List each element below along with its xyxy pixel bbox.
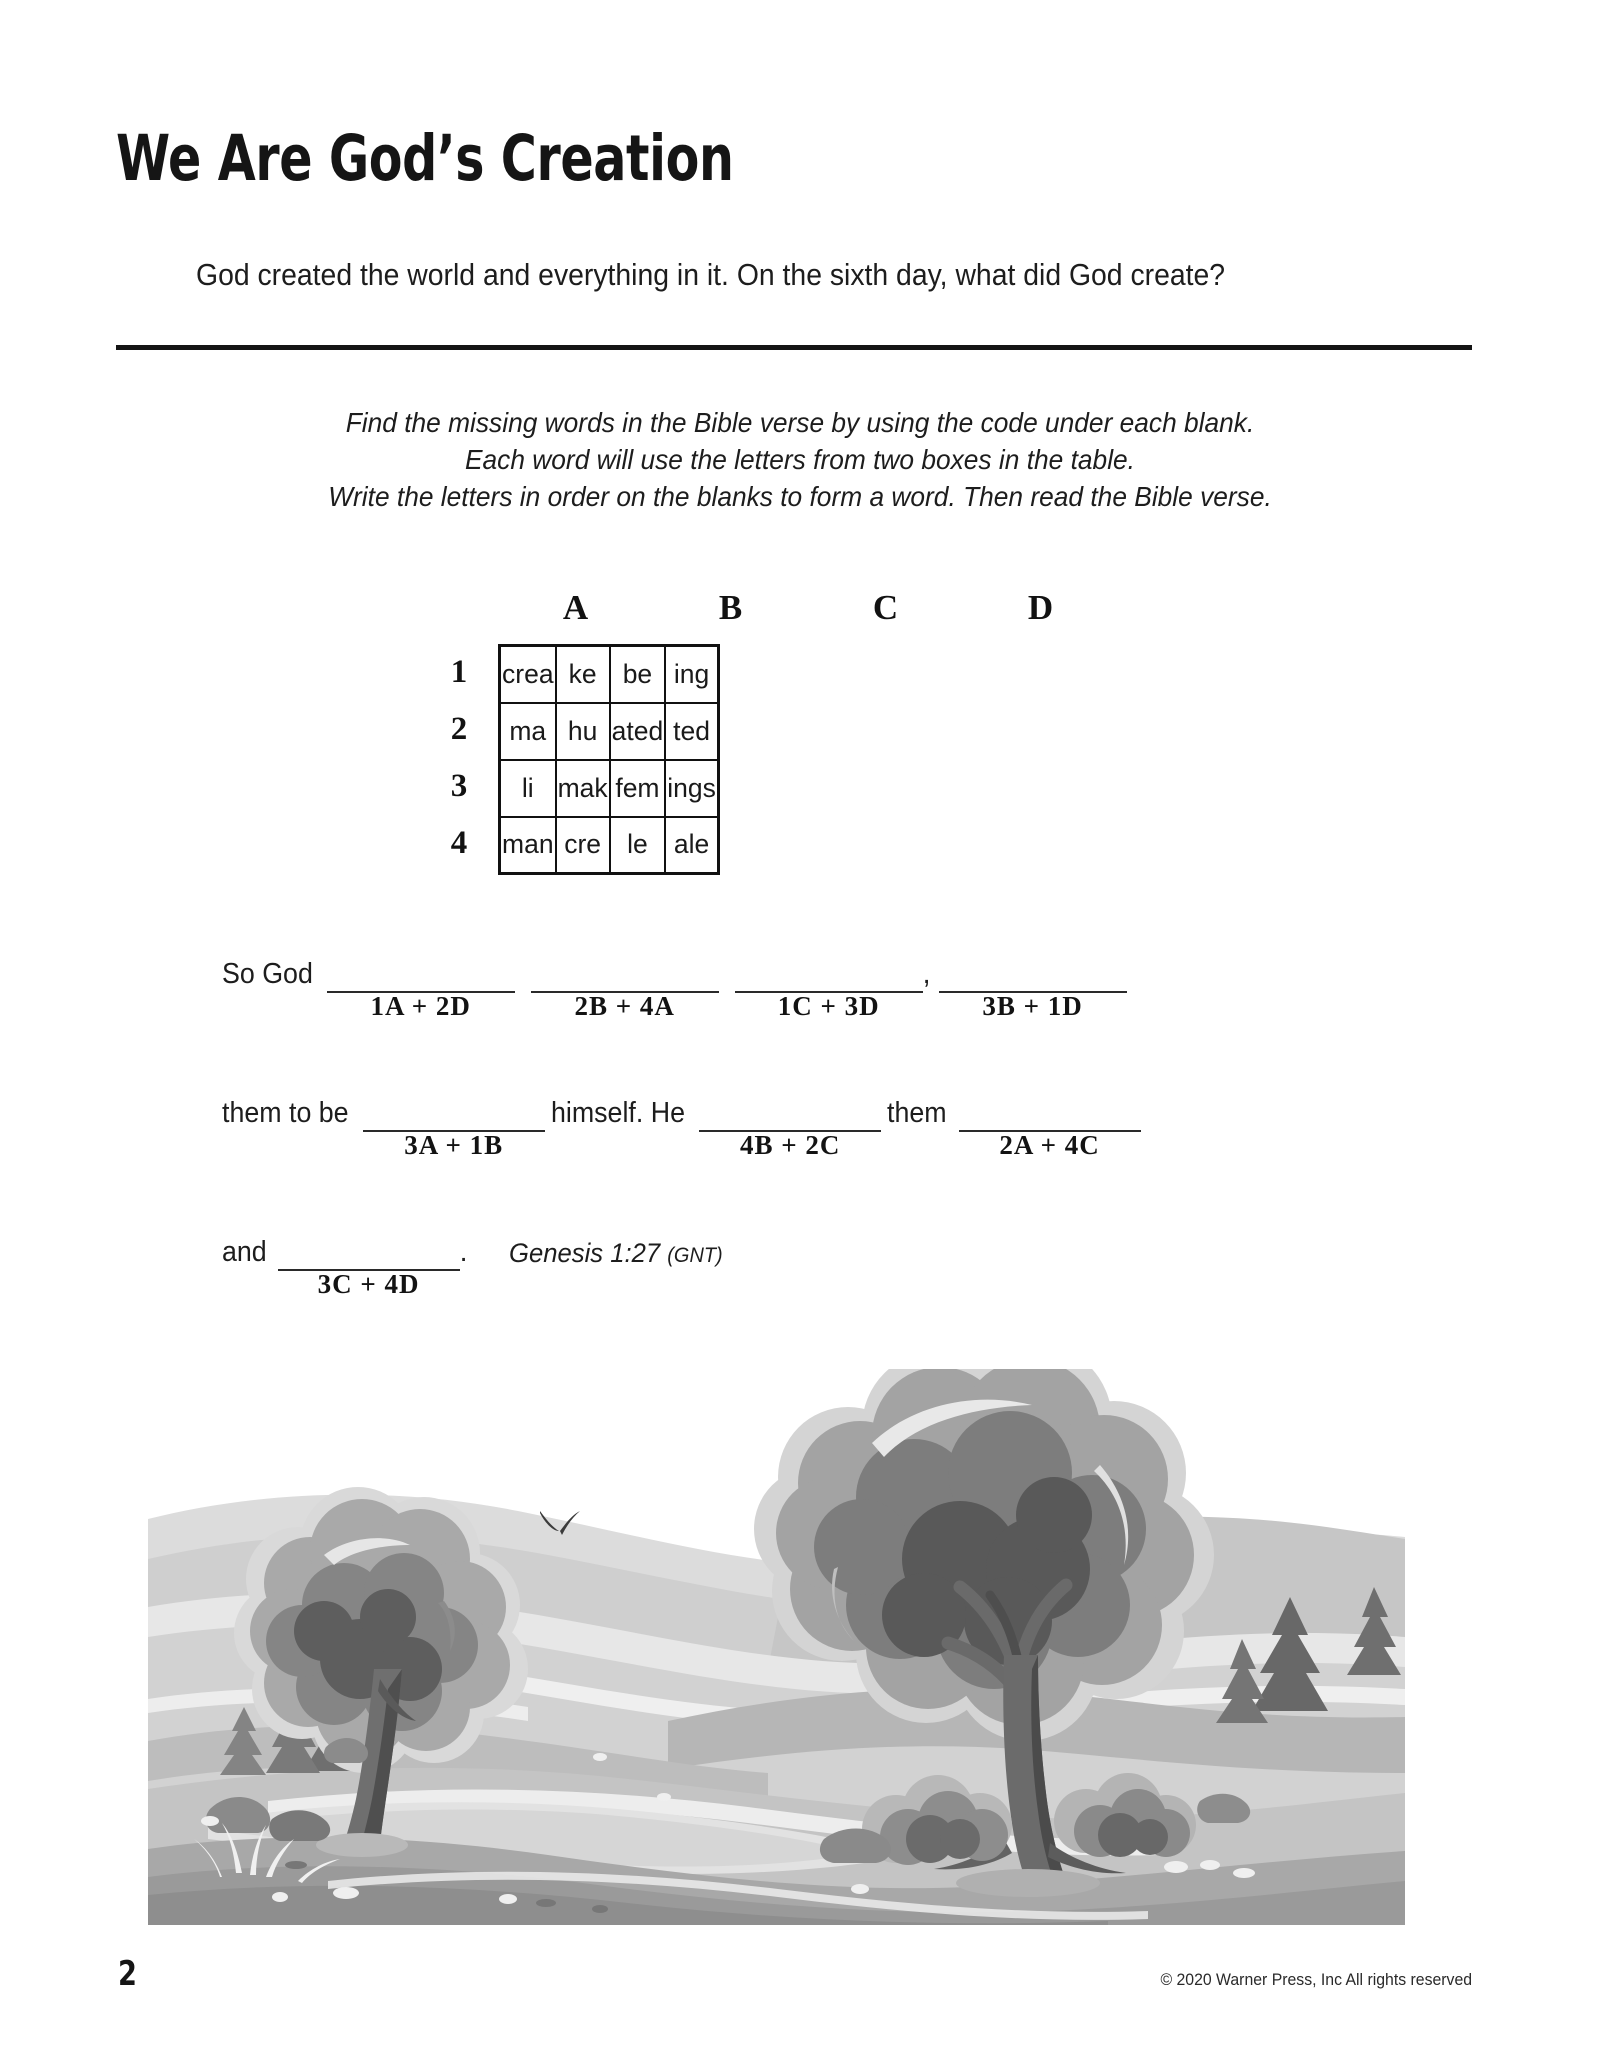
copyright-notice: © 2020 Warner Press, Inc All rights reserved xyxy=(1160,1970,1472,1989)
blank-code-6: 4B + 2C xyxy=(740,1130,841,1160)
cell-4b: cre xyxy=(556,817,610,874)
cell-4c: le xyxy=(610,817,666,874)
cell-2c: ated xyxy=(610,703,666,760)
cell-3b: mak xyxy=(556,760,610,817)
cell-2d: ted xyxy=(665,703,718,760)
page-title: We Are God’s Creation xyxy=(116,122,734,195)
column-header-d: D xyxy=(1027,588,1054,627)
verse-period: . xyxy=(459,1236,468,1268)
answer-blank-1[interactable] xyxy=(327,955,515,1021)
row-label-1: 1 xyxy=(450,654,468,690)
instruction-line-1: Find the missing words in the Bible verse by using the code under each blank. xyxy=(345,407,1255,438)
instructions-block xyxy=(0,404,1600,515)
answer-blank-4[interactable] xyxy=(939,955,1127,1021)
table-row xyxy=(500,760,719,817)
instruction-line-2: Each word will use the letters from two boxes in the table. xyxy=(464,444,1136,475)
cell-1c: be xyxy=(610,646,666,703)
scripture-version: (GNT) xyxy=(667,1244,724,1267)
table-row xyxy=(500,703,719,760)
row-label-4: 4 xyxy=(450,825,468,861)
blank-code-1: 1A + 2D xyxy=(370,991,471,1021)
landscape-illustration xyxy=(148,1369,1405,1925)
cell-3c: fem xyxy=(610,760,666,817)
instruction-line-3: Write the letters in order on the blanks to form a word. Then read the Bible verse. xyxy=(328,481,1272,512)
row-label-3: 3 xyxy=(450,768,468,804)
answer-blank-3[interactable] xyxy=(735,955,923,1021)
answer-blank-2[interactable] xyxy=(531,955,719,1021)
verse-line-2 xyxy=(222,1094,1141,1160)
landscape-svg xyxy=(148,1369,1405,1925)
verse-comma-1: , xyxy=(922,958,931,990)
verse-mid-2: them xyxy=(887,1097,947,1129)
table-row xyxy=(500,817,719,874)
verse-lead-3: and xyxy=(222,1236,267,1268)
cell-3d: ings xyxy=(665,760,718,817)
answer-blank-7[interactable] xyxy=(959,1094,1141,1160)
code-table-column-headers xyxy=(498,588,1118,628)
verse-line-1 xyxy=(222,955,1127,1021)
blank-code-2: 2B + 4A xyxy=(574,991,675,1021)
code-table-grid xyxy=(498,644,720,875)
cell-1a: crea xyxy=(500,646,556,703)
answer-blank-6[interactable] xyxy=(699,1094,881,1160)
blank-code-4: 3B + 1D xyxy=(982,991,1083,1021)
column-header-c: C xyxy=(872,588,899,627)
cell-1b: ke xyxy=(556,646,610,703)
answer-blank-5[interactable] xyxy=(363,1094,545,1160)
blank-code-3: 1C + 3D xyxy=(777,991,880,1021)
scripture-book-verse: Genesis 1:27 xyxy=(509,1238,668,1268)
cell-1d: ing xyxy=(665,646,718,703)
verse-mid-1: himself. He xyxy=(550,1097,685,1129)
verse-lead-1: So God xyxy=(222,958,313,990)
verse-line-3 xyxy=(222,1233,734,1299)
cell-2a: ma xyxy=(500,703,556,760)
scripture-reference xyxy=(509,1238,723,1271)
cell-4a: man xyxy=(500,817,556,874)
cell-2b: hu xyxy=(556,703,610,760)
cell-3a: li xyxy=(500,760,556,817)
blank-code-7: 2A + 4C xyxy=(999,1130,1100,1160)
table-row xyxy=(500,646,719,703)
answer-blank-8[interactable] xyxy=(278,1233,460,1299)
header-divider xyxy=(116,345,1472,350)
blank-code-5: 3A + 1B xyxy=(404,1130,504,1160)
blank-code-8: 3C + 4D xyxy=(317,1269,420,1299)
code-table-row-labels xyxy=(436,644,482,872)
verse-lead-2: them to be xyxy=(222,1097,349,1129)
bird-icon-2 xyxy=(538,1509,582,1539)
page-subtitle: God created the world and everything in it. On the sixth day, what did God create? xyxy=(196,258,1226,292)
column-header-a: A xyxy=(562,588,589,627)
row-label-2: 2 xyxy=(450,711,468,747)
column-header-b: B xyxy=(718,588,743,627)
cell-4d: ale xyxy=(665,817,718,874)
page-number: 2 xyxy=(118,1954,137,1994)
